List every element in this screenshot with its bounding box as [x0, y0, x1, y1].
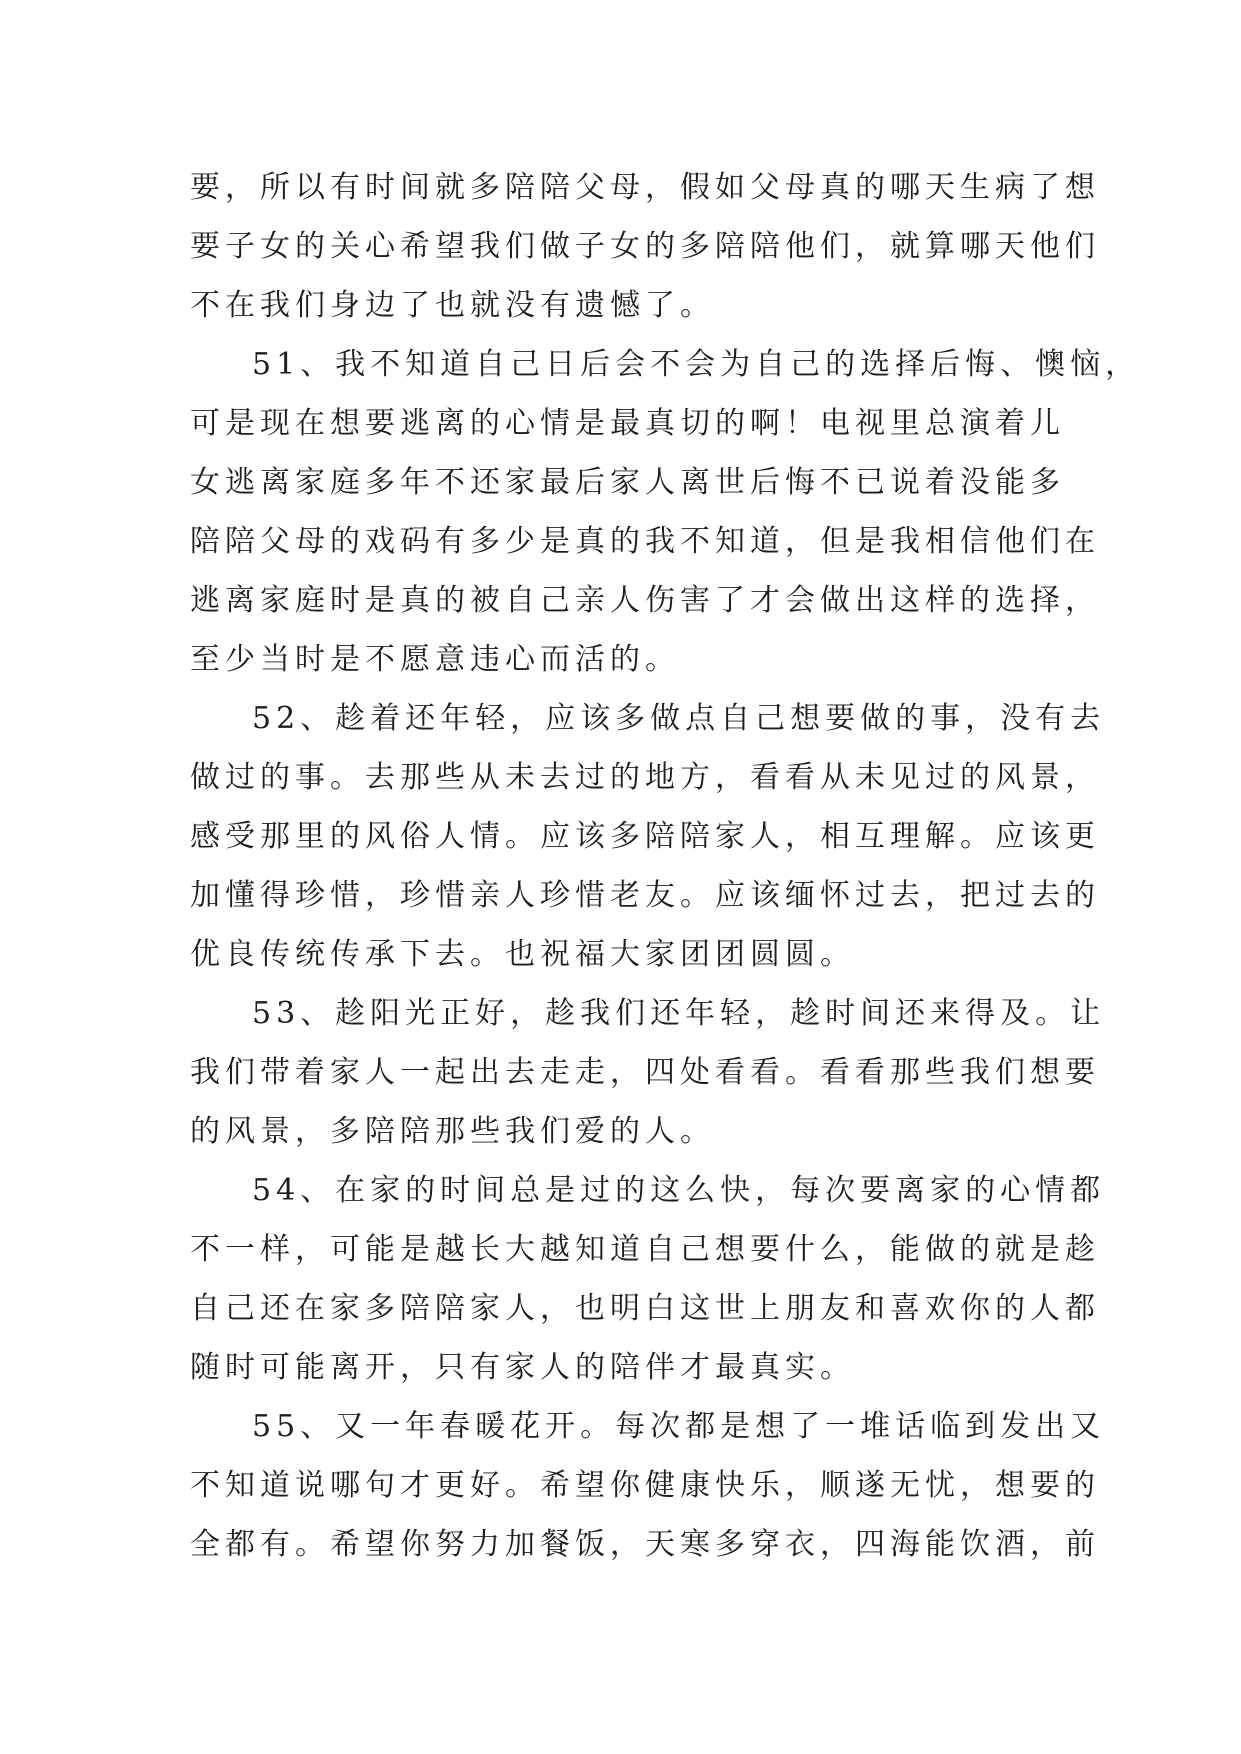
document-page	[190, 158, 1141, 1574]
text-line: 感受那里的风俗人情。应该多陪陪家人，相互理解。应该更	[190, 819, 1100, 854]
paragraph-first-line: 55、又一年春暖花开。每次都是想了一堆话临到发出又	[252, 1409, 1106, 1444]
text-line: 可是现在想要逃离的心情是最真切的啊！电视里总演着儿	[190, 406, 1065, 441]
text-line: 不知道说哪句才更好。希望你健康快乐，顺遂无忧，想要的	[190, 1468, 1100, 1503]
text-line: 要，所以有时间就多陪陪父母，假如父母真的哪天生病了想	[190, 170, 1100, 205]
text-line: 随时可能离开，只有家人的陪伴才最真实。	[190, 1350, 855, 1385]
text-line: 自己还在家多陪陪家人，也明白这世上朋友和喜欢你的人都	[190, 1291, 1100, 1326]
text-line: 的风景，多陪陪那些我们爱的人。	[190, 1114, 715, 1149]
text-line: 女逃离家庭多年不还家最后家人离世后悔不已说着没能多	[190, 465, 1065, 500]
paragraph-first-line: 54、在家的时间总是过的这么快，每次要离家的心情都	[252, 1173, 1106, 1208]
text-line: 陪陪父母的戏码有多少是真的我不知道，但是我相信他们在	[190, 524, 1100, 559]
paragraph-first-line: 52、趁着还年轻，应该多做点自己想要做的事，没有去	[252, 701, 1106, 736]
text-line: 至少当时是不愿意违心而活的。	[190, 642, 680, 677]
paragraph-first-line: 51、我不知道自己日后会不会为自己的选择后悔、懊恼，	[252, 347, 1141, 382]
text-line: 要子女的关心希望我们做子女的多陪陪他们，就算哪天他们	[190, 229, 1100, 264]
text-line: 加懂得珍惜，珍惜亲人珍惜老友。应该缅怀过去，把过去的	[190, 878, 1100, 913]
text-line: 全都有。希望你努力加餐饭，天寒多穿衣，四海能饮酒，前	[190, 1527, 1100, 1562]
paragraph-first-line: 53、趁阳光正好，趁我们还年轻，趁时间还来得及。让	[252, 996, 1106, 1031]
text-line: 不一样，可能是越长大越知道自己想要什么，能做的就是趁	[190, 1232, 1100, 1267]
text-line: 我们带着家人一起出去走走，四处看看。看看那些我们想要	[190, 1055, 1100, 1090]
text-line: 做过的事。去那些从未去过的地方，看看从未见过的风景，	[190, 760, 1100, 795]
text-line: 优良传统传承下去。也祝福大家团团圆圆。	[190, 937, 855, 972]
text-line: 逃离家庭时是真的被自己亲人伤害了才会做出这样的选择，	[190, 583, 1100, 618]
text-line: 不在我们身边了也就没有遗憾了。	[190, 288, 715, 323]
